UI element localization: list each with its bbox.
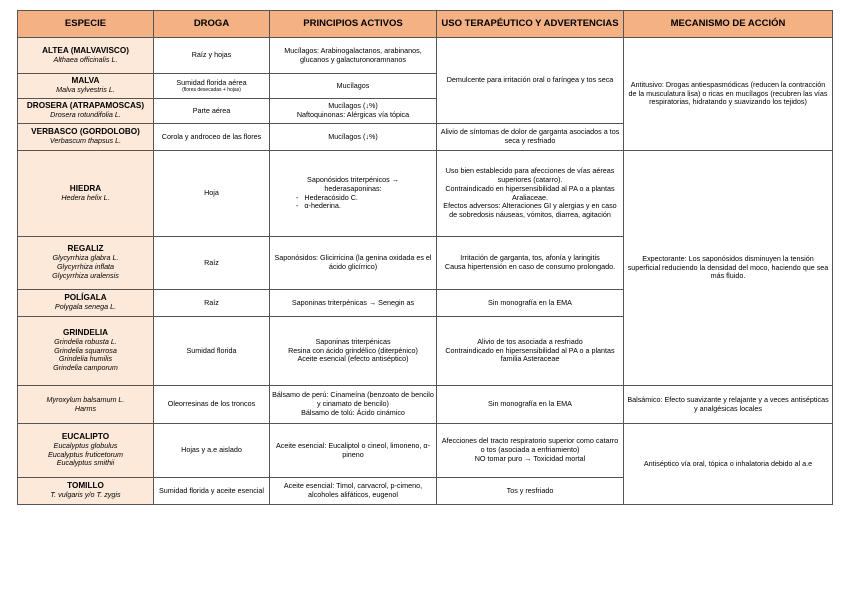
droga-cell: Raíz [154, 290, 270, 317]
uso-line: Uso bien establecido para afecciones de vías aéreas superiores (catarro). [445, 166, 615, 184]
table-row [18, 38, 833, 74]
species-latin: Verbascum thapsus L. [49, 136, 122, 145]
species-cell-eucalipto [18, 424, 154, 478]
mecanismo-cell-balsamico: Balsámico: Efecto suavizante y relajante y a veces antisépticas y analgésicas locales [624, 386, 833, 424]
uso-line: Irritación de garganta, tos, afonía y laringitis [460, 253, 600, 263]
uso-cell [437, 317, 624, 386]
principios-line: Resina con ácido grindélico (diterpénico) [288, 345, 418, 355]
species-cell-hiedra [18, 151, 154, 237]
species-latin: Hedera helix L. [61, 192, 110, 202]
species-latin: Malva sylvestris L. [56, 85, 115, 94]
droga-cell: Oleorresinas de los troncos [154, 386, 270, 424]
principios-line: hederasaponinas: [324, 183, 382, 193]
uso-line: NO tomar puro → Toxicidad mortal [474, 453, 586, 463]
herbal-remedies-table [17, 10, 833, 505]
species-name: REGALIZ [67, 244, 104, 254]
bullet-text: Hederacósido C. [304, 192, 358, 202]
species-cell-drosera [18, 99, 154, 124]
principios-line: Bálsamo de tolú: Ácido cinámico [301, 407, 405, 417]
principios-line: Naftoquinonas: Alérgicas vía tópica [296, 110, 410, 119]
uso-line: Causa hipertensión en caso de consumo prolongado. [444, 262, 616, 271]
uso-cell [437, 237, 624, 290]
droga-cell: Sumidad florida [154, 317, 270, 386]
species-latin: Myroxylum balsamum L. [46, 394, 125, 404]
species-cell-poligala [18, 290, 154, 317]
bullet-text: α-hederina. [304, 201, 341, 211]
droga-cell: Hojas y a.e aislado [154, 424, 270, 478]
species-latin: Grindelia squarrosa [54, 345, 117, 355]
table-header-row [18, 11, 833, 38]
species-latin: Grindelia camporum [53, 363, 118, 373]
principios-cell [270, 386, 437, 424]
principios-cell: Saponósidos: Glicirricina (la genina oxidada es el ácido glicírrico) [270, 237, 437, 290]
droga-text: Sumidad florida aérea [176, 77, 247, 87]
species-name: DROSERA (ATRAPAMOSCAS) [26, 101, 145, 111]
species-latin: Harms [74, 403, 97, 413]
principios-cell [270, 99, 437, 124]
species-name: ALTEA (MALVAVISCO) [42, 45, 129, 55]
species-latin: Glycyrrhiza inflata [56, 262, 115, 271]
species-latin: Eucalyptus fruticetorum [47, 449, 124, 459]
principios-cell: Mucílagos: Arabinogalactanos, arabinanos, glucanos y galacturonoramnanos [270, 38, 437, 74]
species-latin: Eucalyptus smithii [56, 458, 115, 468]
uso-cell [437, 151, 624, 237]
species-name: HIEDRA [69, 183, 102, 193]
principios-cell: Mucílagos (↓%) [270, 124, 437, 151]
species-name: VERBASCO (GORDOLOBO) [31, 127, 140, 137]
species-latin: Glycyrrhiza uralensis [52, 270, 119, 280]
droga-cell: Hoja [154, 151, 270, 237]
species-latin: Grindelia robusta L. [54, 336, 117, 346]
uso-line: Efectos adversos: Alteraciones GI y alergias y en caso de sobredosis náuseas, vómitos, diarrea, agitación [443, 201, 617, 220]
species-cell-tomillo [18, 478, 154, 505]
uso-line: Alivio de tos asociada a resfriado [477, 336, 583, 346]
principios-cell: Saponinas triterpénicas → Senegin as [270, 290, 437, 317]
droga-cell: Corola y androceo de las flores [154, 124, 270, 151]
bullet-item: - α-hederina. [296, 201, 341, 211]
header-mecanismo: MECANISMO DE ACCIÓN [624, 11, 833, 38]
header-especie: ESPECIE [18, 11, 154, 38]
table-row [18, 151, 833, 237]
species-name: EUCALIPTO [61, 431, 110, 441]
uso-cell: Tos y resfriado [437, 478, 624, 505]
uso-cell: Alivio de síntomas de dolor de garganta asociados a tos seca y resfriado [437, 124, 624, 151]
uso-cell: Sin monografía en la EMA [437, 290, 624, 317]
species-cell-myroxylum [18, 386, 154, 424]
bullet-item: - Hederacósido C. [296, 192, 358, 202]
species-latin: T. vulgaris y/o T. zygis [50, 490, 121, 499]
species-name: TOMILLO [67, 481, 104, 491]
droga-cell: Sumidad florida y aceite esencial [154, 478, 270, 505]
species-cell-verbasco [18, 124, 154, 151]
mecanismo-cell-expectorante: Expectorante: Los saponósidos disminuyen la tensión superficial reduciendo la densidad del moco, haciendo que sea más fluido. [624, 151, 833, 386]
principios-line: Aceite esencial (efecto antiséptico) [297, 354, 409, 364]
herbal-table-container [17, 10, 833, 505]
species-name: POLÍGALA [64, 293, 107, 303]
uso-line: Contraindicado en hipersensibilidad al PA o a plantas Araliaceae. [445, 183, 615, 202]
species-name: GRINDELIA [62, 328, 109, 337]
header-uso-terapeutico: USO TERAPÉUTICO Y ADVERTENCIAS [437, 11, 624, 38]
principios-line: Bálsamo de perú: Cinameína (benzoato de bencilo y cinamato de bencilo) [272, 390, 434, 409]
mecanismo-cell-antitusivo: Antitusivo: Drogas antiespasmódicas (reducen la contracción de la musculatura lisa) o ricas en mucílagos (recubren las vías respiratorias, hidratando y suavizando los tejidos) [624, 38, 833, 151]
species-cell-altea [18, 38, 154, 74]
principios-cell [270, 317, 437, 386]
table-row [18, 386, 833, 424]
species-latin: Grindelia humilis [58, 354, 113, 364]
species-cell-grindelia [18, 317, 154, 386]
uso-line: Afecciones del tracto respiratorio superior como catarro o tos (asociada a enfriamiento) [441, 436, 619, 455]
species-latin: Glycyrrhiza glabra L. [52, 253, 119, 263]
header-droga: DROGA [154, 11, 270, 38]
droga-cell: Parte aérea [154, 99, 270, 124]
principios-cell [270, 151, 437, 237]
mecanismo-cell-antiseptico: Antiséptico vía oral, tópica o inhalatoria debido al a.e [624, 424, 833, 505]
species-latin: Althaea officinalis L. [53, 54, 118, 64]
species-latin: Polygala senega L. [54, 302, 117, 311]
species-cell-malva [18, 74, 154, 99]
uso-cell: Sin monografía en la EMA [437, 386, 624, 424]
principios-cell: Aceite esencial: Eucaliptol o cineol, limoneno, α-pineno [270, 424, 437, 478]
droga-cell: Raíz [154, 237, 270, 290]
species-latin: Eucalyptus globulus [53, 440, 118, 450]
principios-line: Mucílagos (↓%) [328, 101, 378, 111]
droga-note: (flores desecadas + hojas) [182, 87, 241, 94]
species-name: MALVA [71, 76, 100, 86]
species-cell-regaliz [18, 237, 154, 290]
table-row [18, 424, 833, 478]
header-principios-activos: PRINCIPIOS ACTIVOS [270, 11, 437, 38]
principios-line: Saponinas triterpénicas [315, 336, 391, 346]
species-latin: Drosera rotundifolia L. [50, 110, 121, 119]
principios-cell: Mucílagos [270, 74, 437, 99]
principios-line: Saponósidos triterpénicos → [307, 174, 399, 184]
principios-cell: Aceite esencial: Timol, carvacrol, p-cimeno, alcoholes alifáticos, eugenol [270, 478, 437, 505]
uso-cell-demulcente: Demulcente para irritación oral o faríngea y tos seca [437, 38, 624, 124]
uso-cell [437, 424, 624, 478]
uso-line: Contraindicado en hipersensibilidad al PA o a plantas familia Asteraceae [445, 345, 615, 364]
droga-cell [154, 74, 270, 99]
droga-cell: Raíz y hojas [154, 38, 270, 74]
